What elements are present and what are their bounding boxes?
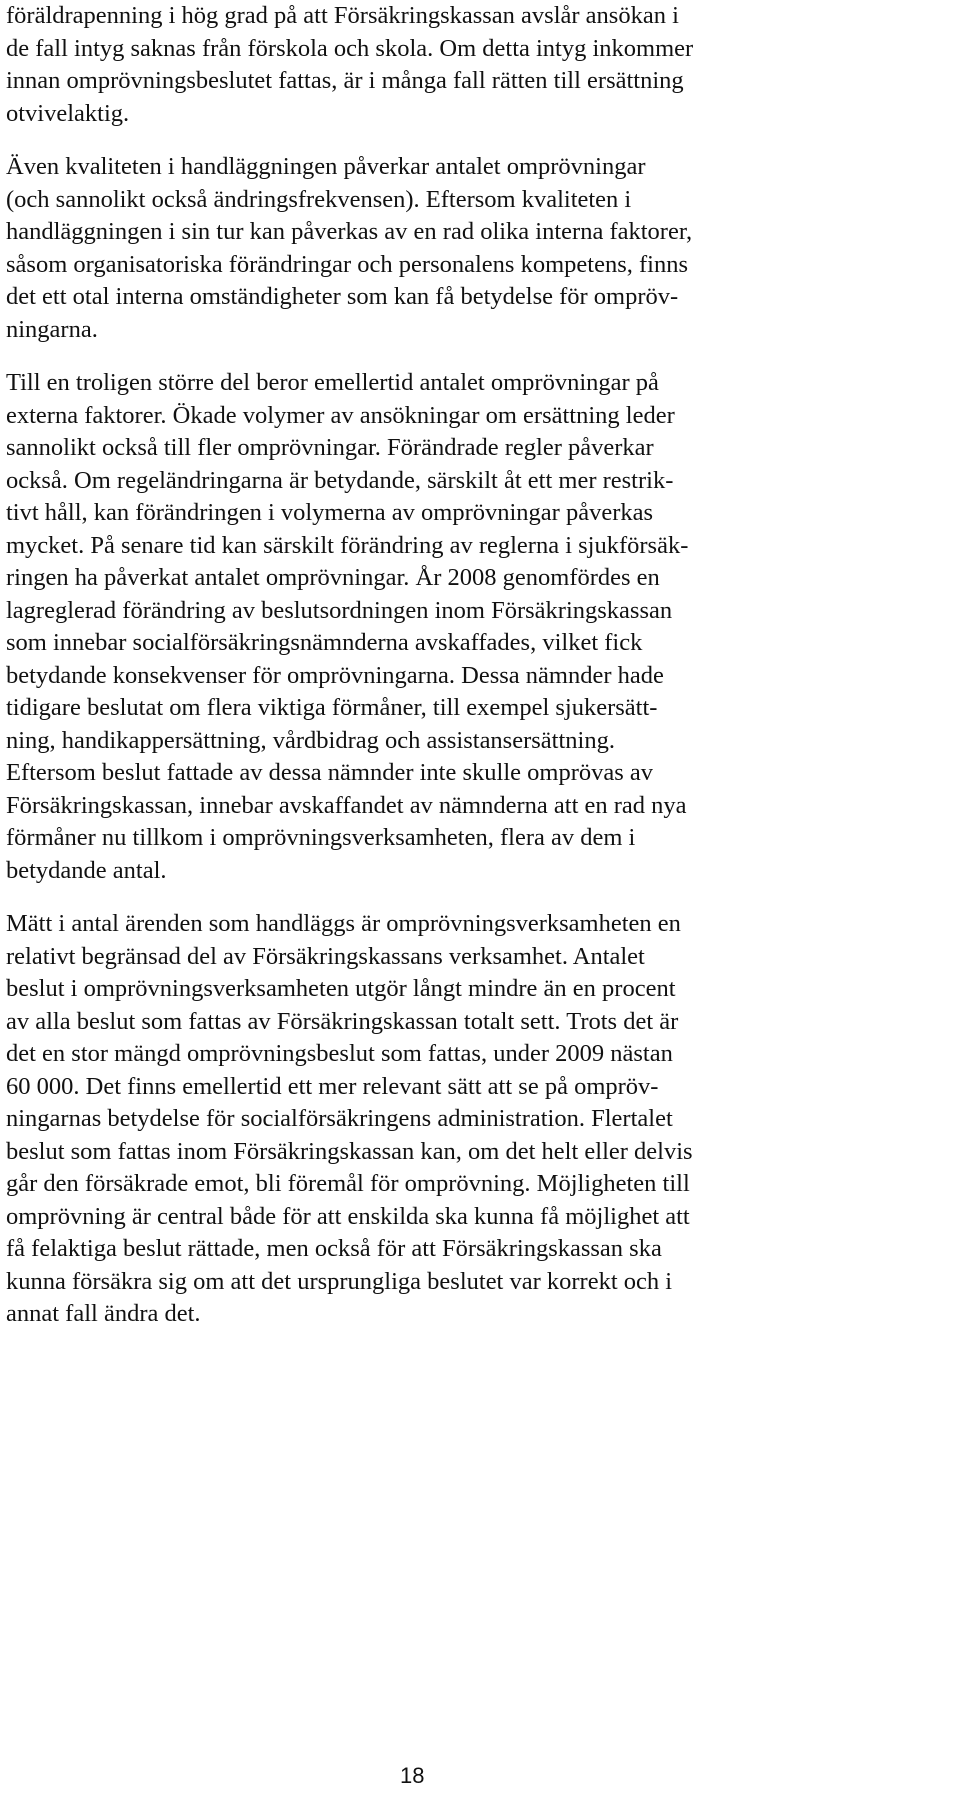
- text-line: otvivelaktig.: [6, 99, 130, 127]
- text-line: av alla beslut som fattas av Försäkringskassan totalt sett. Trots det är: [6, 1007, 679, 1035]
- text-line: förmåner nu tillkom i omprövningsverksamheten, flera av dem i: [6, 824, 636, 851]
- text-line: som innebar socialförsäkringsnämnderna avskaffades, vilket fick: [6, 629, 643, 656]
- text-line: innan omprövningsbeslutet fattas, är i många fall rätten till ersättning: [6, 67, 684, 94]
- document-page: [6, 0, 826, 1352]
- paragraph-1: [6, 0, 826, 130]
- text-line: beslut som fattas inom Försäkringskassan kan, om det helt eller delvis: [6, 1137, 693, 1165]
- text-line: betydande antal.: [6, 856, 167, 884]
- paragraph-4: [6, 908, 826, 1331]
- text-line: omprövning är central både för att enskilda ska kunna få möjlighet att: [6, 1202, 690, 1230]
- text-line: de fall intyg saknas från förskola och skola. Om detta intyg inkommer: [6, 34, 694, 62]
- text-line: det ett otal interna omständigheter som kan få betydelse för ompröv-: [6, 283, 679, 310]
- text-line: Försäkringskassan, innebar avskaffandet av nämnderna att en rad nya: [6, 791, 687, 819]
- text-line: lagreglerad förändring av beslutsordningen inom Försäkringskassan: [6, 596, 673, 624]
- text-line: ringen ha påverkat antalet omprövningar. År 2008 genomfördes en: [6, 564, 660, 591]
- text-line: ningarnas betydelse för socialförsäkringens administration. Flertalet: [6, 1105, 673, 1132]
- text-line: såsom organisatoriska förändringar och personalens kompetens, finns: [6, 250, 688, 278]
- text-line: Mätt i antal ärenden som handläggs är omprövningsverksamheten en: [6, 910, 681, 937]
- text-line: ningarna.: [6, 315, 98, 343]
- page-number: 18: [400, 1763, 425, 1788]
- text-line: Eftersom beslut fattade av dessa nämnder inte skulle omprövas av: [6, 759, 654, 786]
- text-line: tivt håll, kan förändringen i volymerna av omprövningar påverkas: [6, 499, 654, 526]
- text-line: går den försäkrade emot, bli föremål för omprövning. Möjligheten till: [6, 1170, 690, 1197]
- text-line: sannolikt också till fler omprövningar. Förändrade regler påverkar: [6, 434, 654, 461]
- text-line: handläggningen i sin tur kan påverkas av en rad olika interna faktorer,: [6, 218, 693, 245]
- text-line: tidigare beslutat om flera viktiga förmåner, till exempel sjukersätt-: [6, 694, 658, 721]
- text-line: beslut i omprövningsverksamheten utgör långt mindre än en procent: [6, 975, 676, 1002]
- text-line: kunna försäkra sig om att det ursprungliga beslutet var korrekt och i: [6, 1267, 673, 1295]
- text-line: (och sannolikt också ändringsfrekvensen). Eftersom kvaliteten i: [6, 185, 632, 213]
- text-line: ning, handikappersättning, vårdbidrag och assistansersättning.: [6, 726, 615, 754]
- text-line: få felaktiga beslut rättade, men också för att Försäkringskassan ska: [6, 1235, 662, 1262]
- text-line: Även kvaliteten i handläggningen påverkar antalet omprövningar: [6, 153, 646, 180]
- text-line: externa faktorer. Ökade volymer av ansökningar om ersättning leder: [6, 401, 675, 429]
- text-line: också. Om regeländringarna är betydande, särskilt åt ett mer restrik-: [6, 466, 674, 494]
- text-line: 60 000. Det finns emellertid ett mer relevant sätt att se på ompröv-: [6, 1072, 659, 1100]
- text-line: betydande konsekvenser för omprövningarna. Dessa nämnder hade: [6, 661, 664, 689]
- text-line: föräldrapenning i hög grad på att Försäkringskassan avslår ansökan i: [6, 2, 679, 29]
- text-line: relativt begränsad del av Försäkringskassans verksamhet. Antalet: [6, 942, 645, 970]
- text-line: mycket. På senare tid kan särskilt förändring av reglerna i sjukförsäk-: [6, 531, 689, 559]
- text-line: Till en troligen större del beror emellertid antalet omprövningar på: [6, 369, 659, 396]
- text-line: annat fall ändra det.: [6, 1300, 201, 1327]
- paragraph-2: [6, 151, 826, 346]
- paragraph-3: [6, 367, 826, 887]
- text-line: det en stor mängd omprövningsbeslut som fattas, under 2009 nästan: [6, 1040, 673, 1067]
